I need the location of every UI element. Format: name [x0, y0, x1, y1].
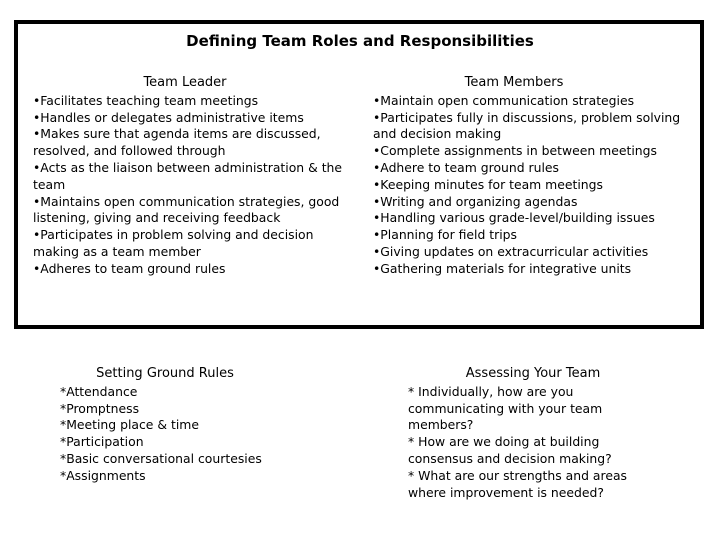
team-members-item: •Maintain open communication strategies — [373, 92, 635, 108]
team-members-section — [373, 75, 683, 278]
team-leader-item: •Adheres to team ground rules — [33, 260, 226, 276]
team-members-item: •Keeping minutes for team meetings — [373, 176, 603, 192]
assessing-team-section — [408, 366, 643, 501]
ground-rules-item: *Assignments — [60, 467, 146, 483]
page-title: Defining Team Roles and Responsibilities — [186, 32, 534, 50]
team-members-item: •Planning for field trips — [373, 227, 517, 243]
team-leader-heading: Team Leader — [143, 75, 227, 90]
team-leader-item: •Participates in problem solving and decision making as a team member — [33, 227, 314, 259]
team-leader-item: •Acts as the liaison between administration & the team — [33, 159, 343, 192]
assessing-team-item: * How are we doing at building consensus and decision making? — [408, 434, 612, 466]
assessing-team-heading: Assessing Your Team — [465, 366, 601, 381]
ground-rules-item: *Promptness — [60, 400, 140, 416]
team-leader-section — [33, 75, 345, 278]
team-members-heading: Team Members — [464, 75, 564, 90]
ground-rules-item: *Attendance — [60, 383, 138, 399]
team-members-item: •Writing and organizing agendas — [373, 193, 578, 209]
team-leader-item: •Maintains open communication strategies, good listening, giving and receiving feedback — [33, 193, 340, 226]
team-members-item: •Participates fully in discussions, problem solving and decision making — [373, 109, 681, 142]
ground-rules-item: *Basic conversational courtesies — [60, 450, 262, 466]
team-members-item: •Complete assignments in between meetings — [373, 143, 657, 159]
team-leader-item: •Makes sure that agenda items are discussed, resolved, and followed through — [33, 126, 321, 159]
ground-rules-item: *Meeting place & time — [60, 417, 199, 433]
team-members-item: •Gathering materials for integrative units — [373, 260, 632, 276]
team-members-item: •Adhere to team ground rules — [373, 159, 559, 175]
ground-rules-heading: Setting Ground Rules — [96, 366, 234, 381]
assessing-team-item: * Individually, how are you communicating with your team members? — [408, 383, 603, 433]
team-leader-item: •Handles or delegates administrative items — [33, 109, 304, 125]
ground-rules-section — [60, 366, 340, 485]
team-leader-item: •Facilitates teaching team meetings — [33, 92, 259, 108]
assessing-team-item: * What are our strengths and areas where improvement is needed? — [408, 467, 627, 500]
team-members-item: •Handling various grade-level/building issues — [373, 210, 655, 226]
team-members-item: •Giving updates on extracurricular activities — [373, 243, 649, 259]
ground-rules-item: *Participation — [60, 434, 144, 450]
